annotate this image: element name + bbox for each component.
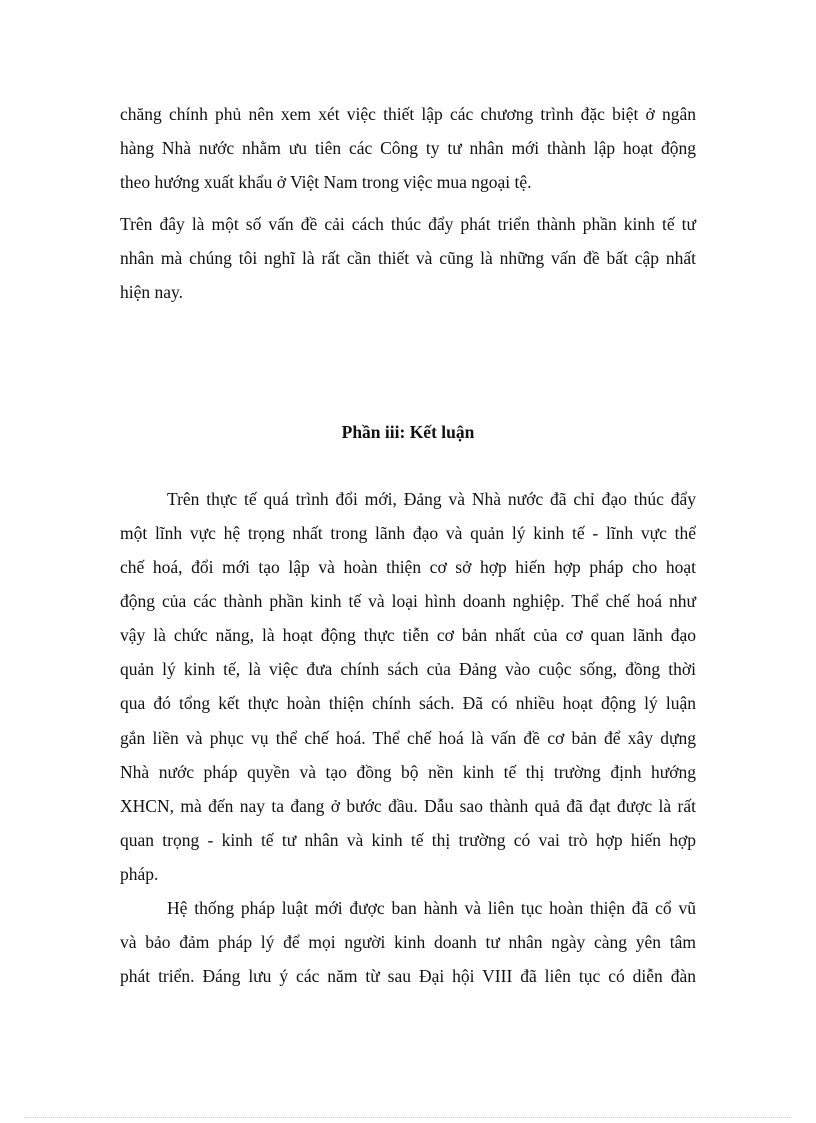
text-line: Nhà nước pháp quyền và tạo đồng bộ nền kinh tế thị trường định hướng (120, 762, 696, 782)
text-line: quản lý kinh tế, là việc đưa chính sách của Đảng vào cuộc sống, đồng thời (120, 659, 696, 679)
text-line: vậy là chức năng, là hoạt động thực tiễn cơ bản nhất của cơ quan lãnh đạo (120, 625, 696, 645)
text-line: pháp. (120, 864, 159, 884)
text-line: Trên thực tế quá trình đổi mới, Đảng và Nhà nước đã chỉ đạo thúc đẩy (167, 489, 696, 509)
page-bottom-rule (24, 1117, 792, 1118)
text-line: và bảo đảm pháp lý để mọi người kinh doanh tư nhân ngày càng yên tâm (120, 932, 696, 952)
text-line: quan trọng - kinh tế tư nhân và kinh tế thị trường có vai trò hợp hiến hợp (120, 830, 696, 850)
text-line: Hệ thống pháp luật mới được ban hành và liên tục hoàn thiện đã cổ vũ (167, 898, 696, 918)
text-line: gắn liền và phục vụ thể chế hoá. Thể chế hoá là vấn đề cơ bản để xây dựng (120, 728, 696, 748)
text-line: hàng Nhà nước nhằm ưu tiên các Công ty tư nhân mới thành lập hoạt động (120, 138, 696, 158)
text-line: một lĩnh vực hệ trọng nhất trong lãnh đạo và quản lý kinh tế - lĩnh vực thể (120, 523, 696, 543)
text-line: qua đó tổng kết thực hoàn thiện chính sách. Đã có nhiều hoạt động lý luận (120, 693, 696, 713)
section-heading: Phần iii: Kết luận (341, 422, 475, 442)
text-line: phát triển. Đáng lưu ý các năm từ sau Đại hội VIII đã liên tục có diễn đàn (120, 966, 696, 986)
text-line: nhân mà chúng tôi nghĩ là rất cần thiết và cũng là những vấn đề bất cập nhất (120, 248, 696, 268)
text-line: hiện nay. (120, 282, 184, 302)
text-line: Trên đây là một số vấn đề cải cách thúc đẩy phát triển thành phần kinh tế tư (120, 214, 696, 234)
text-line: chăng chính phủ nên xem xét việc thiết lập các chương trình đặc biệt ở ngân (120, 104, 696, 124)
text-line: theo hướng xuất khẩu ở Việt Nam trong việc mua ngoại tệ. (120, 172, 532, 192)
text-line: động của các thành phần kinh tế và loại hình doanh nghiệp. Thể chế hoá như (120, 591, 696, 611)
text-line: chế hoá, đổi mới tạo lập và hoàn thiện cơ sở hợp hiến hợp pháp cho hoạt (120, 557, 696, 577)
text-line: XHCN, mà đến nay ta đang ở bước đầu. Dẫu sao thành quả đã đạt được là rất (120, 796, 696, 816)
